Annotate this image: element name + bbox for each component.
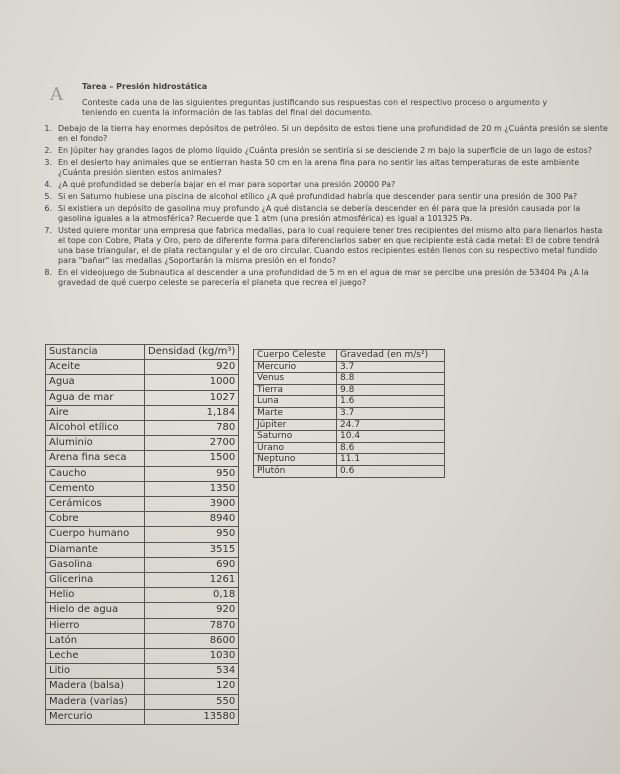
table-row xyxy=(46,542,239,557)
substance-name: Mercurio xyxy=(46,709,145,724)
density-value: 1027 xyxy=(145,390,239,405)
header-celestial-body: Cuerpo Celeste xyxy=(254,350,337,362)
substance-name: Aceite xyxy=(46,360,145,375)
gravity-value: 8.8 xyxy=(337,373,445,385)
body-name: Mercurio xyxy=(254,361,337,373)
table-row xyxy=(46,679,239,694)
question-2 xyxy=(40,146,610,156)
substance-name: Diamante xyxy=(46,542,145,557)
celestial-gravity-table xyxy=(253,349,445,478)
gravity-value: 3.7 xyxy=(337,361,445,373)
density-value: 2700 xyxy=(145,436,239,451)
table-row xyxy=(46,451,239,466)
gravity-value: 11.1 xyxy=(337,454,445,466)
density-value: 3515 xyxy=(145,542,239,557)
table-row xyxy=(46,405,239,420)
density-value: 1,184 xyxy=(145,405,239,420)
question-number: 8. xyxy=(44,268,52,277)
question-8 xyxy=(40,268,610,288)
substance-name: Hielo de agua xyxy=(46,603,145,618)
table-row xyxy=(254,407,445,419)
table-row xyxy=(46,664,239,679)
question-4 xyxy=(40,180,610,190)
substance-name: Helio xyxy=(46,588,145,603)
substance-name: Leche xyxy=(46,649,145,664)
body-name: Neptuno xyxy=(254,454,337,466)
density-value: 120 xyxy=(145,679,239,694)
body-name: Luna xyxy=(254,396,337,408)
substance-name: Agua de mar xyxy=(46,390,145,405)
question-6 xyxy=(40,204,610,224)
table-row xyxy=(46,557,239,572)
table-row xyxy=(46,390,239,405)
table-row xyxy=(254,465,445,477)
question-number: 3. xyxy=(44,158,52,167)
density-value: 1350 xyxy=(145,481,239,496)
density-value: 1030 xyxy=(145,649,239,664)
gravity-value: 3.7 xyxy=(337,407,445,419)
question-text: Si en Saturno hubiese una piscina de alcohol etílico ¿A qué profundidad habría que descender para sentir una presión de 300 Pa? xyxy=(58,192,578,201)
density-value: 1000 xyxy=(145,375,239,390)
density-value: 780 xyxy=(145,421,239,436)
substance-name: Madera (varias) xyxy=(46,694,145,709)
question-list xyxy=(40,124,610,290)
substance-name: Aluminio xyxy=(46,436,145,451)
question-text: En el desierto hay animales que se entierran hasta 50 cm en la arena fina para no sentir las altas temperaturas de este ambiente ¿Cuánta presión sienten estos animales? xyxy=(58,158,580,177)
table-row xyxy=(46,573,239,588)
question-number: 5. xyxy=(44,192,52,201)
table-row xyxy=(254,419,445,431)
question-text: ¿A qué profundidad se debería bajar en el mar para soportar una presión 20000 Pa? xyxy=(58,180,396,189)
table-row xyxy=(46,375,239,390)
body-name: Venus xyxy=(254,373,337,385)
density-value: 950 xyxy=(145,466,239,481)
body-name: Urano xyxy=(254,442,337,454)
table-row xyxy=(46,694,239,709)
substance-name: Cerámicos xyxy=(46,497,145,512)
substance-name: Litio xyxy=(46,664,145,679)
substance-name: Alcohol etílico xyxy=(46,421,145,436)
density-value: 920 xyxy=(145,360,239,375)
density-value: 534 xyxy=(145,664,239,679)
density-value: 690 xyxy=(145,557,239,572)
table-row xyxy=(46,633,239,648)
table-row xyxy=(46,618,239,633)
body-name: Plutón xyxy=(254,465,337,477)
table-row xyxy=(254,454,445,466)
density-value: 0,18 xyxy=(145,588,239,603)
question-text: En el videojuego de Subnautica al descender a una profundidad de 5 m en el agua de mar se percibe una presión de 53404 Pa ¿A la gravedad de qué cuerpo celeste se parecería el planeta que recrea el juego? xyxy=(58,268,589,287)
table-row xyxy=(46,649,239,664)
table-row xyxy=(254,396,445,408)
table-row xyxy=(254,384,445,396)
substance-name: Gasolina xyxy=(46,557,145,572)
density-value: 1261 xyxy=(145,573,239,588)
substance-name: Cemento xyxy=(46,481,145,496)
density-value: 920 xyxy=(145,603,239,618)
question-3 xyxy=(40,158,610,178)
table-row xyxy=(254,431,445,443)
density-value: 1500 xyxy=(145,451,239,466)
gravity-value: 9.8 xyxy=(337,384,445,396)
table-row xyxy=(46,603,239,618)
question-number: 2. xyxy=(44,146,52,155)
substance-name: Caucho xyxy=(46,466,145,481)
gravity-value: 1.6 xyxy=(337,396,445,408)
density-value: 13580 xyxy=(145,709,239,724)
question-number: 4. xyxy=(44,180,52,189)
substance-name: Cuerpo humano xyxy=(46,527,145,542)
question-1 xyxy=(40,124,610,144)
table-row xyxy=(46,588,239,603)
substance-name: Aire xyxy=(46,405,145,420)
gravity-value: 24.7 xyxy=(337,419,445,431)
header-density: Densidad (kg/m³) xyxy=(145,345,239,360)
table-row xyxy=(46,527,239,542)
table-row xyxy=(46,497,239,512)
table-row xyxy=(46,421,239,436)
question-number: 7. xyxy=(44,226,52,235)
header-gravity: Gravedad (en m/s²) xyxy=(337,350,445,362)
question-number: 6. xyxy=(44,204,52,213)
substance-name: Glicerina xyxy=(46,573,145,588)
table-row xyxy=(46,512,239,527)
question-text: Usted quiere montar una empresa que fabrica medallas, para lo cual requiere tener tres recipientes del mismo alto para llenarlos hasta el tope con Cobre, Plata y Oro, pero de diferente forma para diferenciarlos saber en que recipiente está cada metal: El de cobre tendrá una base triangular, el de plata rectangular y el de oro circular. Cuando estos recipientes estén llenos con su respectivo metal fundido para "bañar" las medallas ¿Soportarán la misma presión en el fondo? xyxy=(58,226,603,265)
table-row xyxy=(46,466,239,481)
density-value: 3900 xyxy=(145,497,239,512)
celestial-rows xyxy=(254,361,445,477)
substance-name: Cobre xyxy=(46,512,145,527)
table-header-row xyxy=(254,350,445,362)
question-text: En Júpiter hay grandes lagos de plomo líquido ¿Cuánta presión se sentiría si se desciende 2 m bajo la superficie de un lago de estos? xyxy=(58,146,593,155)
intro-text: Conteste cada una de las siguientes preguntas justificando sus respuestas con el respectivo proceso o argumento y teniendo en cuenta la información de las tablas del final del documento. xyxy=(82,98,548,117)
header-substance: Sustancia xyxy=(46,345,145,360)
gravity-value: 0.6 xyxy=(337,465,445,477)
density-value: 8940 xyxy=(145,512,239,527)
substance-name: Arena fina seca xyxy=(46,451,145,466)
density-value: 550 xyxy=(145,694,239,709)
substances-rows xyxy=(46,360,239,725)
body-name: Tierra xyxy=(254,384,337,396)
gravity-value: 8.6 xyxy=(337,442,445,454)
substance-name: Madera (balsa) xyxy=(46,679,145,694)
substances-density-table xyxy=(45,344,239,725)
table-row xyxy=(46,709,239,724)
density-value: 8600 xyxy=(145,633,239,648)
question-text: Debajo de la tierra hay enormes depósitos de petróleo. Si un depósito de estos tiene una profundidad de 20 m ¿Cuánta presión se siente en el fondo? xyxy=(58,124,608,143)
substance-name: Agua xyxy=(46,375,145,390)
substance-name: Latón xyxy=(46,633,145,648)
density-value: 950 xyxy=(145,527,239,542)
body-name: Saturno xyxy=(254,431,337,443)
density-value: 7870 xyxy=(145,618,239,633)
table-row xyxy=(46,481,239,496)
table-row xyxy=(254,442,445,454)
table-row xyxy=(254,361,445,373)
question-5 xyxy=(40,192,610,202)
substance-name: Hierro xyxy=(46,618,145,633)
margin-mark: A xyxy=(50,84,63,105)
document-title: Tarea – Presión hidrostática xyxy=(82,82,208,91)
body-name: Júpiter xyxy=(254,419,337,431)
table-row xyxy=(254,373,445,385)
table-row xyxy=(46,360,239,375)
table-header-row xyxy=(46,345,239,360)
question-text: Si existiera un depósito de gasolina muy profundo ¿A qué distancia se debería descender en él para que la presión causada por la gasolina iguales a la atmosférica? Recuerde que 1 atm (una presión atmosférica) es igual a 101325 Pa. xyxy=(58,204,581,223)
table-row xyxy=(46,436,239,451)
question-7 xyxy=(40,226,610,266)
question-number: 1. xyxy=(44,124,52,133)
body-name: Marte xyxy=(254,407,337,419)
gravity-value: 10.4 xyxy=(337,431,445,443)
